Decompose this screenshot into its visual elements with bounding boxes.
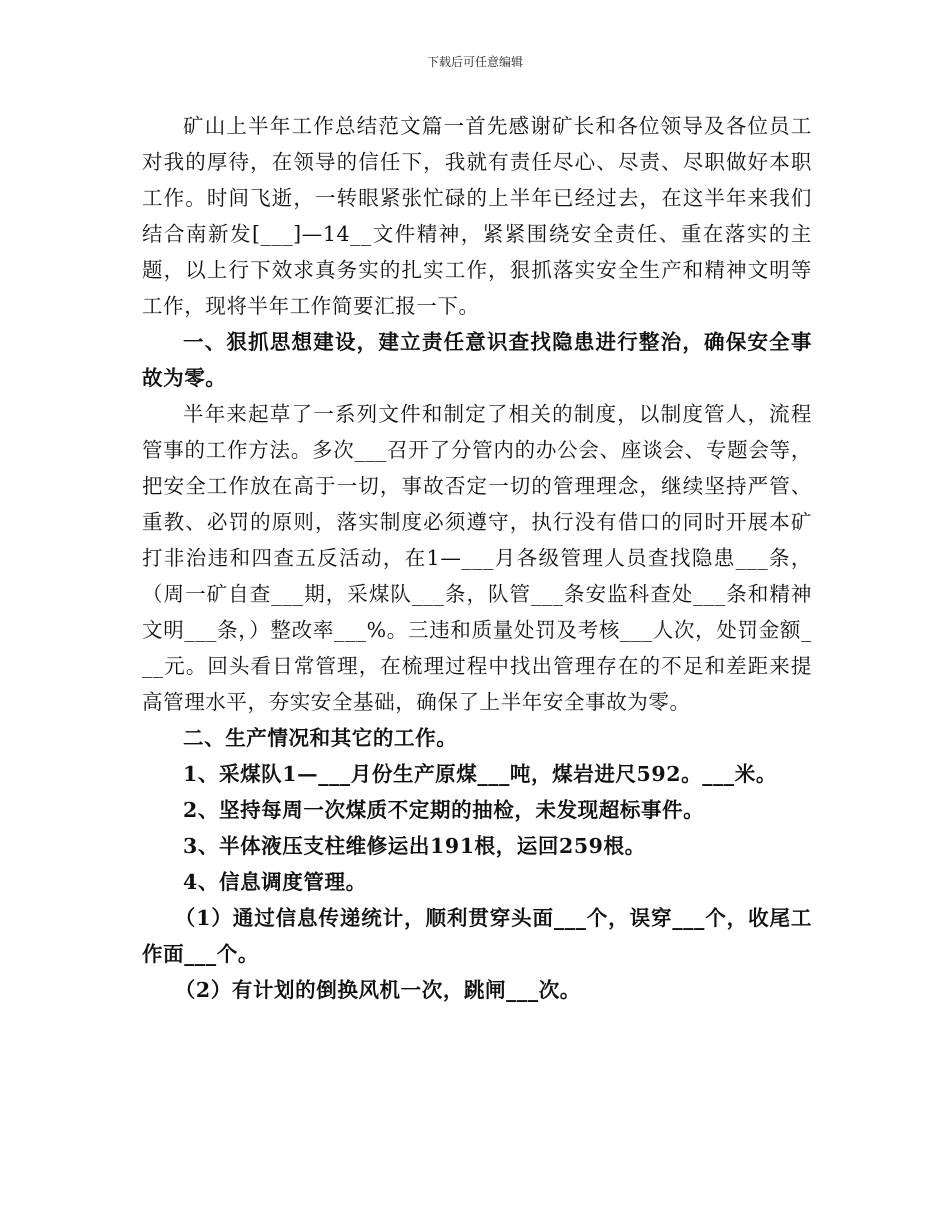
page-header-note: 下载后可任意编辑	[426, 55, 523, 69]
intro-paragraph: 矿山上半年工作总结范文篇一首先感谢矿长和各位领导及各位员工对我的厚待，在领导的信任下，我就有责任尽心、尽责、尽职做好本职工作。时间飞逝，一转眼紧张忙碌的上半年已经过去，在这半年来我们结合南新发[___]—14__文件精神，紧紧围绕安全责任、重在落实的主题，以上行下效求真务实的扎实工作，狠抓落实安全生产和精神文明等工作，现将半年工作简要汇报一下。	[142, 114, 812, 318]
list-item-1: 1、采煤队1—___月份生产原煤___吨，煤岩进尺592。___米。	[183, 762, 777, 786]
sub-item-1: （1）通过信息传递统计，顺利贯穿头面___个，误穿___个，收尾工作面___个。	[142, 906, 812, 966]
section-two-heading: 二、生产情况和其它的工作。	[183, 726, 458, 750]
document-body	[142, 108, 812, 1008]
list-item-2: 2、坚持每周一次煤质不定期的抽检，未发现超标事件。	[183, 798, 705, 822]
section-one-body: 半年来起草了一系列文件和制定了相关的制度，以制度管人，流程管事的工作方法。多次___召开了分管内的办公会、座谈会、专题会等，把安全工作放在高于一切，事故否定一切的管理理念，继续坚持严管、重教、必罚的原则，落实制度必须遵守，执行没有借口的同时开展本矿打非治违和四查五反活动，在1—___月各级管理人员查找隐患___条，（周一矿自查___期，采煤队___条，队管___条安监科查处___条和精神文明___条，）整改率___%。三违和质量处罚及考核___人次，处罚金额___元。回头看日常管理，在梳理过程中找出管理存在的不足和差距来提高管理水平，夯实安全基础，确保了上半年安全事故为零。	[142, 402, 812, 714]
list-item-4: 4、信息调度管理。	[183, 870, 367, 894]
list-item-3: 3、半体液压支柱维修运出191根，运回259根。	[183, 834, 646, 858]
sub-item-2: （2）有计划的倒换风机一次，跳闸___次。	[174, 978, 581, 1002]
section-one-heading: 一、狠抓思想建设，建立责任意识查找隐患进行整治，确保安全事故为零。	[142, 330, 812, 390]
